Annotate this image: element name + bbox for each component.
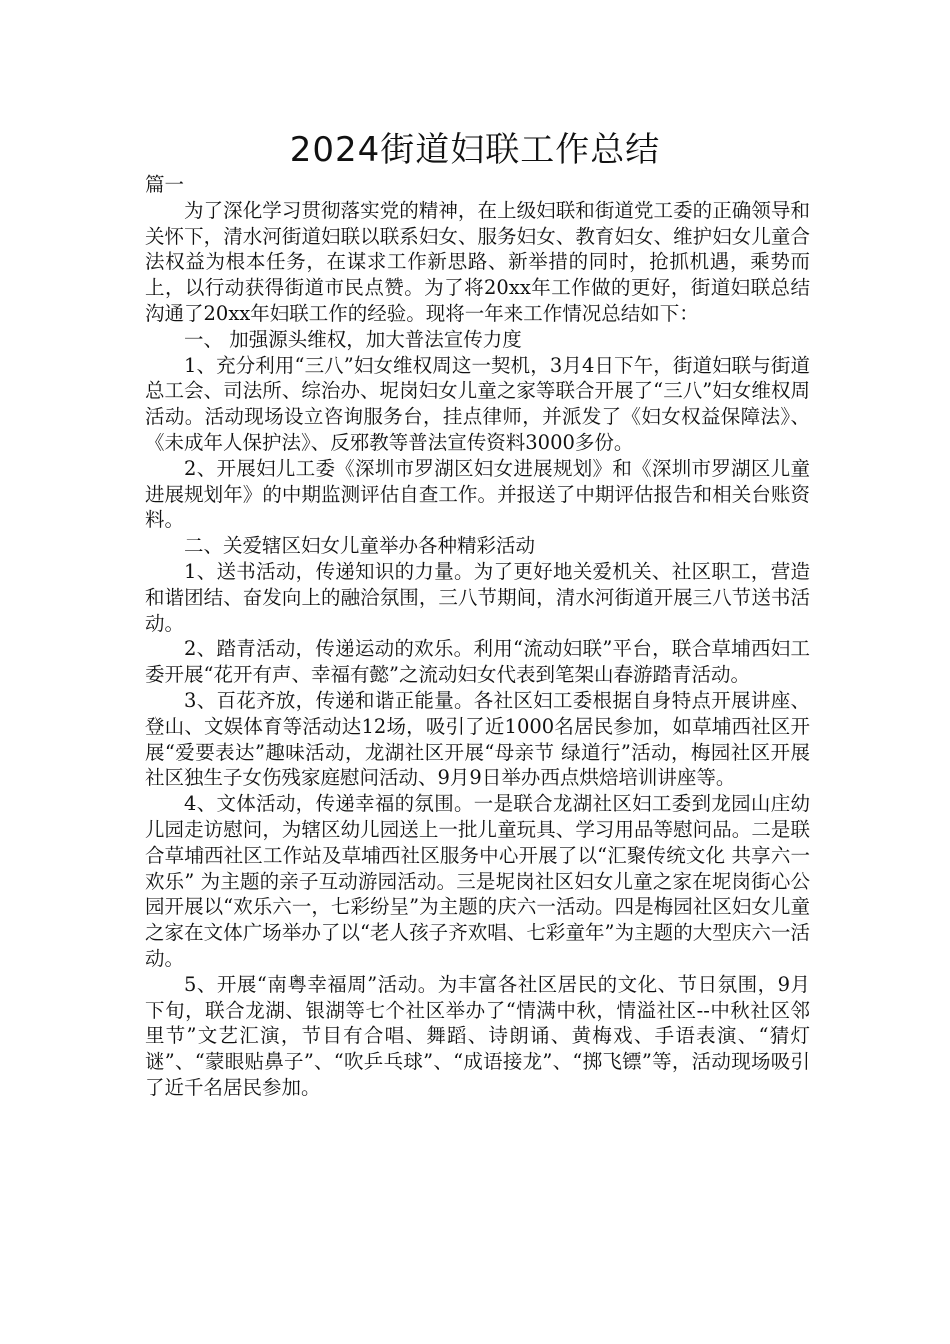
- section-heading-2: 二、关爱辖区妇女儿童举办各种精彩活动: [184, 534, 536, 558]
- paragraph-2-5: 5、开展“南粤幸福周”活动。为丰富各社区居民的文化、节日氛围，9月下旬，联合龙湖、银湖等七个社区举办了“情满中秋，情溢社区--中秋社区邻里节”文艺汇演，节目有合唱、舞蹈、诗朗诵、黄梅戏、手语表演、“猜灯谜”、“蒙眼贴鼻子”、“吹乒乓球”、“成语接龙”、“掷飞镖”等，活动现场吸引了近千名居民参加。: [145, 972, 810, 1099]
- document-title: 2024街道妇联工作总结: [289, 130, 661, 170]
- section-label: 篇一: [145, 173, 185, 196]
- paragraph-1-2: 2、开展妇儿工委《深圳市罗湖区妇女进展规划》和《深圳市罗湖区儿童进展规划年》的中期监测评估自查工作。并报送了中期评估报告和相关台账资料。: [145, 456, 810, 532]
- intro-paragraph: 为了深化学习贯彻落实党的精神，在上级妇联和街道党工委的正确领导和关怀下，清水河街道妇联以联系妇女、服务妇女、教育妇女、维护妇女儿童合法权益为根本任务，在谋求工作新思路、新举措的同时，抢抓机遇，乘势而上，以行动获得街道市民点赞。为了将20xx年工作做的更好，街道妇联总结沟通了20xx年妇联工作的经验。现将一年来工作情况总结如下：: [145, 198, 810, 325]
- section-heading-1: 一、 加强源头维权，加大普法宣传力度: [184, 327, 522, 351]
- document-body: [145, 172, 810, 1101]
- paragraph-2-3: 3、百花齐放，传递和谐正能量。各社区妇工委根据自身特点开展讲座、登山、文娱体育等活动达12场，吸引了近1000名居民参加，如草埔西社区开展“爱要表达”趣味活动，龙湖社区开展“母亲节 绿道行”活动，梅园社区开展社区独生子女伤残家庭慰问活动、9月9日举办西点烘焙培训讲座等。: [145, 688, 810, 790]
- paragraph-2-2: 2、踏青活动，传递运动的欢乐。利用“流动妇联”平台，联合草埔西妇工委开展“花开有声、幸福有懿”之流动妇女代表到笔架山春游踏青活动。: [145, 637, 810, 687]
- paragraph-2-1: 1、送书活动，传递知识的力量。为了更好地关爱机关、社区职工，营造和谐团结、奋发向上的融洽氛围，三八节期间，清水河街道开展三八节送书活动。: [145, 559, 810, 635]
- paragraph-2-4: 4、文体活动，传递幸福的氛围。一是联合龙湖社区妇工委到龙园山庄幼儿园走访慰问，为辖区幼儿园送上一批儿童玩具、学习用品等慰问品。二是联合草埔西社区工作站及草埔西社区服务中心开展了以“汇聚传统文化 共享六一欢乐” 为主题的亲子互动游园活动。三是坭岗社区妇女儿童之家在坭岗街心公园开展以“欢乐六一，七彩纷呈”为主题的庆六一活动。四是梅园社区妇女儿童之家在文体广场举办了以“老人孩子齐欢唱、七彩童年”为主题的大型庆六一活动。: [145, 792, 810, 970]
- paragraph-1-1: 1、充分利用“三八”妇女维权周这一契机，3月4日下午，街道妇联与街道总工会、司法所、综治办、坭岗妇女儿童之家等联合开展了“三八”妇女维权周活动。活动现场设立咨询服务台，挂点律师，并派发了《妇女权益保障法》、《未成年人保护法》、反邪教等普法宣传资料3000多份。: [145, 353, 810, 454]
